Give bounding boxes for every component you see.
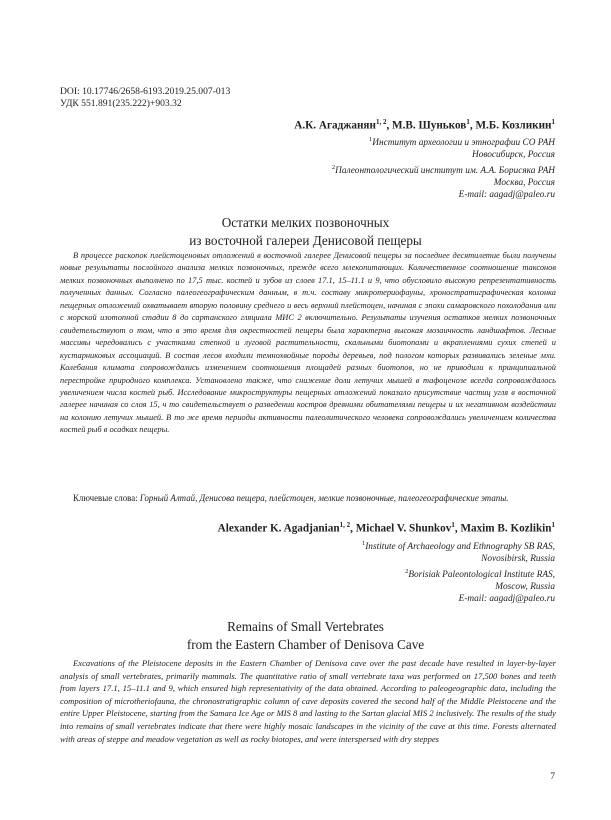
author-affil-mark: 1 <box>551 118 555 126</box>
affiliation-name: Institute of Archaeology and Ethnography SB RAS, <box>365 542 555 553</box>
keywords-label: Ключевые слова: <box>73 493 138 503</box>
keywords-text: Горный Алтай, Денисова пещера, плейстоцен, мелкие позвоночные, палеогеографические этапы. <box>139 493 509 503</box>
author-affil-mark: 1 <box>551 521 555 529</box>
author-affil-mark: 1 <box>466 118 470 126</box>
affiliation-city: Novosibirsk, Russia <box>481 554 555 565</box>
ru-authors: А.К. Агаджанян$^{1, 2}$, М.В. Шуньков$^1$, М.Б. Козликин$^1$ <box>294 118 555 132</box>
affiliation-name: Палеонтологический институт им. А.А. Борисяка РАН <box>335 165 555 176</box>
affiliation-name: Borisiak Paleontological Institute RAS, <box>408 569 555 580</box>
doi-line: DOI: 10.17746/2658-6193.2019.25.007-013 <box>60 86 231 97</box>
affiliation-city: Москва, Россия <box>493 177 555 188</box>
affiliation-name: Институт археологии и этнографии СО РАН <box>372 138 555 149</box>
author-affil-mark: 1, 2 <box>375 118 387 126</box>
author-affil-mark: 1 <box>451 521 455 529</box>
ru-title: Остатки мелких позвоночных из восточной галереи Денисовой пещеры <box>189 215 422 248</box>
author-name: Alexander K. Agadjanian <box>217 522 340 535</box>
en-authors: Alexander K. Agadjanian$^{1, 2}$, Michael V. Shunkov$^1$, Maxim B. Kozlikin$^1$ <box>217 521 555 535</box>
author-affil-mark: 1, 2 <box>339 521 351 529</box>
affiliation-city: Новосибирск, Россия <box>471 150 555 161</box>
author-name: Michael V. Shunkov <box>355 522 452 535</box>
email: E-mail: aagadj@paleo.ru <box>458 594 555 604</box>
ru-abstract: В процессе раскопок плейстоценовых отложений в восточной галерее Денисовой пещеры за последнее десятилетие были получены новые результаты послойного анализа мелких позвоночных, прежде всего млекопитающих. Количественное соотношение таксонов мелких позвоночных выполнено по 17,5 тыс. костей и зубов из слоев 17.1, 15–11.1 и 9, что обусловило высокую репрезентативность полученных данных. Согласно палеогеографическим данным, в т.ч. составу микротериофауны, хроностратиграфическая колонка пещерных отложений охватывает вторую половину среднего и весь верхний плейстоцен, начиная с эпохи самаровского похолодания или с морской изотопной стадии 8 до сартанского гляциала МИС 2 включительно. Результаты изучения остатков мелких позвоночных свидетельствуют о том, что в это время для окрестностей пещеры была характерна высокая мозаичность ландшафтов. Лесные массивы чередовались с участками степной и луговой растительности, скальными биотопами и вкраплениями сухих степей и кустарниковых ассоциаций. В состав лесов входили темнохвойные породы деревьев, под пологом которых развивались зеленые мхи. Колебания климата сопровождались изменением соотношения площадей разных биотопов, но не приводили к принципиальной перестройке природного комплекса. Установлено также, что снижение доли летучих мышей в тафоценозе всегда сопровождалось увеличением числа костей рыб. Исследование микроструктуры пещерных отложений показало присутствие частиц угля в восточной галерее начиная со слоя 15, ч то свидетельствует о разведении костров древними обитателями пещеры и их негативном воздействии на колонию летучих мышей. В то же время периоды активности палеолитического человека сопровождались увеличением количества костей рыб в осадках пещеры. <box>60 251 556 435</box>
en-affiliations: $^1$Institute of Archaeology and Ethnography SB RAS, Novosibirsk, Russia $^2$Borisiak Paleontological Institute RAS, Moscow, Russia E-mail: aagadj@paleo.ru <box>361 540 555 604</box>
ru-keywords <box>60 492 556 504</box>
ru-affiliations: $^1$Институт археологии и этнографии СО РАН Новосибирск, Россия $^2$Палеонтологический институт им. А.А. Борисяка РАН Москва, Россия E-mail: aagadj@paleo.ru <box>331 136 555 200</box>
author-name: М.В. Шуньков <box>392 119 467 132</box>
author-name: Maxim B. Kozlikin <box>460 522 552 535</box>
author-name: М.Б. Козликин <box>475 119 552 132</box>
page-number: 7 <box>550 772 555 782</box>
affiliation-city: Moscow, Russia <box>495 581 555 592</box>
email: E-mail: aagadj@paleo.ru <box>458 190 555 200</box>
en-abstract: Excavations of the Pleistocene deposits in the Eastern Chamber of Denisova cave over the past decade have resulted in layer-by-layer analysis of small vertebrates, primarily mammals. The quantitative ratio of small vertebrate taxa was performed on 17,500 bones and teeth from layers 17.1, 15–11.1 and 9, which ensured high representativity of the data obtained. According to paleogeographic data, including the composition of microtheriofauna, the chronostratigraphic column of cave deposits covered the second half of the Middle Pleistocene and the entire Upper Pleistocene, starting from the Samara Ice Age or MIS 8 and lasting to the Sartan glacial MIS 2 inclusively. The results of the study into remains of small vertebrates indicate that there were highly mosaic landscapes in the vicinity of the cave at this time. Forests alternated with areas of steppe and meadow vegetation as well as rocky biotopes, and were interspersed with dry steppes <box>60 658 556 744</box>
udk-line: УДК 551.891(235.222)+903.32 <box>60 98 182 109</box>
author-name: А.К. Агаджанян <box>294 119 376 132</box>
en-title: Remains of Small Vertebrates from the Eastern Chamber of Denisova Cave <box>186 619 425 652</box>
